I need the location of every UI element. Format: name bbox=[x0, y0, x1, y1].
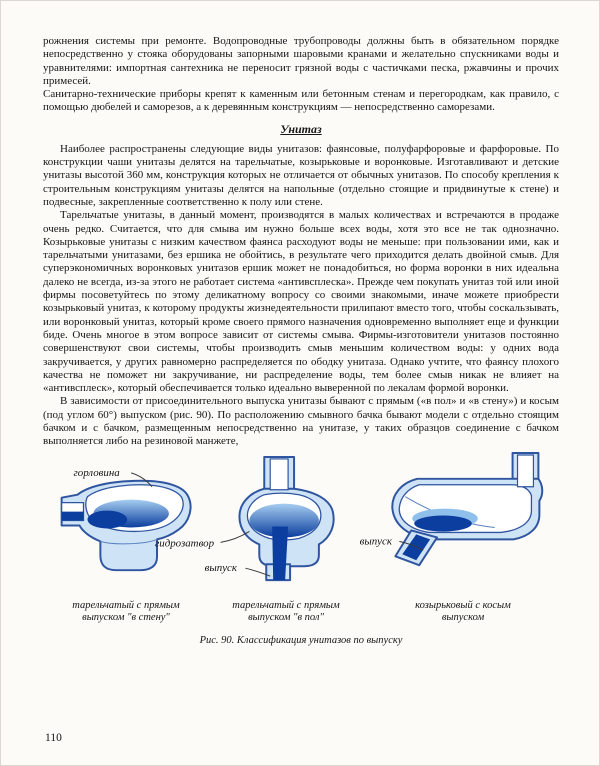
toilet-plate-wall-outlet-diagram bbox=[62, 480, 191, 569]
paragraph: В зависимости от присоединительного выпуска унитазы бывают с прямым («в пол» и «в стену») и косым (под углом 60°) выпуском (рис. 90). По расположению смывного бачка бывают модели с отдельно стоящим бачком и с бачком, размещенным непосредственно на унитазе, у таких образцов соединение с бачком выполняется либо на резиновой манжете, bbox=[43, 395, 559, 448]
paragraph: Наиболее распространены следующие виды унитазов: фаянсовые, полуфарфоровые и фарфоровые. По конструкции чаши унитазы делятся на тарельчатые, козырьковые и воронковые. Изготавливают и детские унитазы высотой 360 мм, конструкция которых не отличается от обычных унитазов. По способу крепления к строительным конструкциям унитазы делятся на напольные (отдельно стоящие и придвинутые к стене) и подвесные, закрепленные соответственно к полу или стене. bbox=[43, 142, 559, 208]
figure-label-outlet-right: выпуск bbox=[359, 534, 392, 547]
flush-pipe-interior bbox=[518, 455, 534, 487]
paragraph: Санитарно-технические приборы крепят к каменным или бетонным стенам и перегородкам, как правило, с помощью дюбелей и саморезов, а к деревянным конструкциям — непосредственно саморезами. bbox=[43, 88, 559, 114]
trap-water bbox=[87, 510, 127, 528]
flush-pipe-interior bbox=[270, 459, 288, 490]
toilet-visor-oblique-outlet-diagram bbox=[392, 453, 542, 565]
paragraph: Тарельчатые унитазы, в данный момент, производятся в малых количествах и встречаются в продаже очень редко. Считается, что для смыва им нужно больше всех воды, хотя это все не так однозначно. Козырьковые унитазы с низким качеством фаянса расходуют воды не меньше: при пользовании ими, как и тарельчатыми унитазами, без ершика не обойтись, в результате чего приходится делать двойной смыв. Для суперэкономичных воронковых унитазов ершик может не понадобиться, но форма воронки в них идеальна далеко не всегда, из-за этого не работает система «антивсплеска». Прежде чем покупать унитаз той или иной фирмы посоветуйтесь по этому деликатному вопросу со своими знакомыми, иначе можете приобрести козырьковый унитаз, к которому продукты жизнедеятельности прилипают вместо того, чтобы соскальзывать, или воронковый унитаз, который кроме своего прямого назначения одновременно выполняет еще и функции биде. Очень многое в этом вопросе зависит от системы смыва. Фирмы-изготовители унитазов постоянно совершенствуют свои системы, чтобы производить смыв меньшим количеством воды: у одних вода закручивается, у других равномерно распределяется по ободку унитаза. Однако учтите, что фаянсу плохого качества не поможет ни закручивание, ни распределение воды, тем более смыв никак не влияет на «антивсплеск», который обеспечивается только идеально выверенной по лекалам формой воронки. bbox=[43, 209, 559, 395]
toilet-plate-floor-outlet-diagram bbox=[239, 457, 333, 580]
diagram-caption-middle: тарельчатый с прямым выпуском "в пол" bbox=[232, 599, 340, 624]
diagram-caption-left: тарельчатый с прямым выпуском "в стену" bbox=[72, 599, 180, 624]
figure-label-water-seal: гидрозатвор bbox=[155, 536, 215, 549]
figure-caption: Рис. 90. Классификация унитазов по выпуску bbox=[199, 634, 403, 646]
page-number: 110 bbox=[45, 732, 62, 744]
section-heading: Унитаз bbox=[280, 121, 322, 136]
diagram-caption-right: козырьковый с косым выпуском bbox=[415, 599, 511, 624]
bowl-water bbox=[414, 515, 472, 531]
toilet-diagrams bbox=[43, 451, 561, 598]
figure-90 bbox=[43, 451, 559, 646]
diagram-captions bbox=[43, 600, 559, 628]
outlet-pipe-water bbox=[62, 511, 84, 520]
figure-label-outlet-middle: выпуск bbox=[204, 561, 238, 574]
paragraph: рожнения системы при ремонте. Водопроводные трубопроводы должны быть в обязательном порядке непосредственно у стояка оборудованы запорными шаровыми кранами и желательно спускниками воды и уравнителями: импортная сантехника не переносит грязной воды с частичками песка, ржавчины и прочих примесей. bbox=[43, 35, 559, 87]
figure-label-neck: горловина bbox=[73, 466, 120, 479]
text-column bbox=[1, 1, 599, 449]
